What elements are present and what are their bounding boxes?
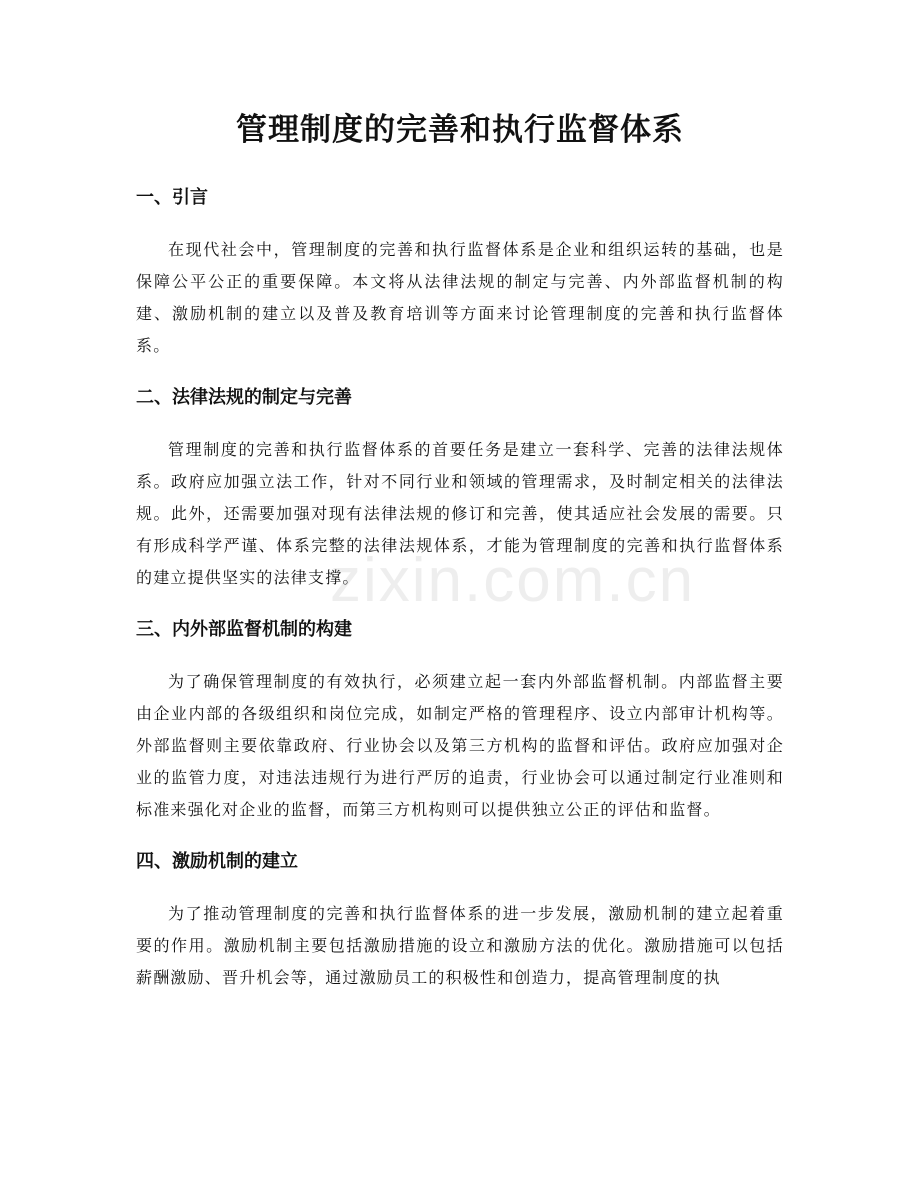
section-heading-supervision: 三、内外部监督机制的构建 [136,619,352,640]
section-paragraph-supervision: 为了确保管理制度的有效执行，必须建立起一套内外部监督机制。内部监督主要由企业内部的各级组织和岗位完成，如制定严格的管理程序、设立内部审计机构等。外部监督则主要依靠政府、行业协会以及第三方机构的监督和评估。政府应加强对企业的监管力度，对违法违规行为进行严厉的追责，行业协会可以通过制定行业准则和标准来强化对企业的监督，而第三方机构则可以提供独立公正的评估和监督。 [136,672,784,819]
document-title: 管理制度的完善和执行监督体系 [236,112,684,148]
section-heading-laws: 二、法律法规的制定与完善 [136,387,352,408]
section-paragraph-introduction: 在现代社会中，管理制度的完善和执行监督体系是企业和组织运转的基础，也是保障公平公正的重要保障。本文将从法律法规的制定与完善、内外部监督机制的构建、激励机制的建立以及普及教育培训等方面来讨论管理制度的完善和执行监督体系。 [136,240,784,355]
section-paragraph-incentives: 为了推动管理制度的完善和执行监督体系的进一步发展，激励机制的建立起着重要的作用。激励机制主要包括激励措施的设立和激励方法的优化。激励措施可以包括薪酬激励、晋升机会等，通过激励员工的积极性和创造力，提高管理制度的执 [136,904,784,987]
section-paragraph-laws: 管理制度的完善和执行监督体系的首要任务是建立一套科学、完善的法律法规体系。政府应加强立法工作，针对不同行业和领域的管理需求，及时制定相关的法律法规。此外，还需要加强对现有法律法规的修订和完善，使其适应社会发展的需要。只有形成科学严谨、体系完整的法律法规体系，才能为管理制度的完善和执行监督体系的建立提供坚实的法律支撑。 [136,440,784,587]
watermark: zixin.com.cn [330,546,696,615]
section-heading-introduction: 一、引言 [136,187,208,208]
section-heading-incentives: 四、激励机制的建立 [136,851,298,872]
